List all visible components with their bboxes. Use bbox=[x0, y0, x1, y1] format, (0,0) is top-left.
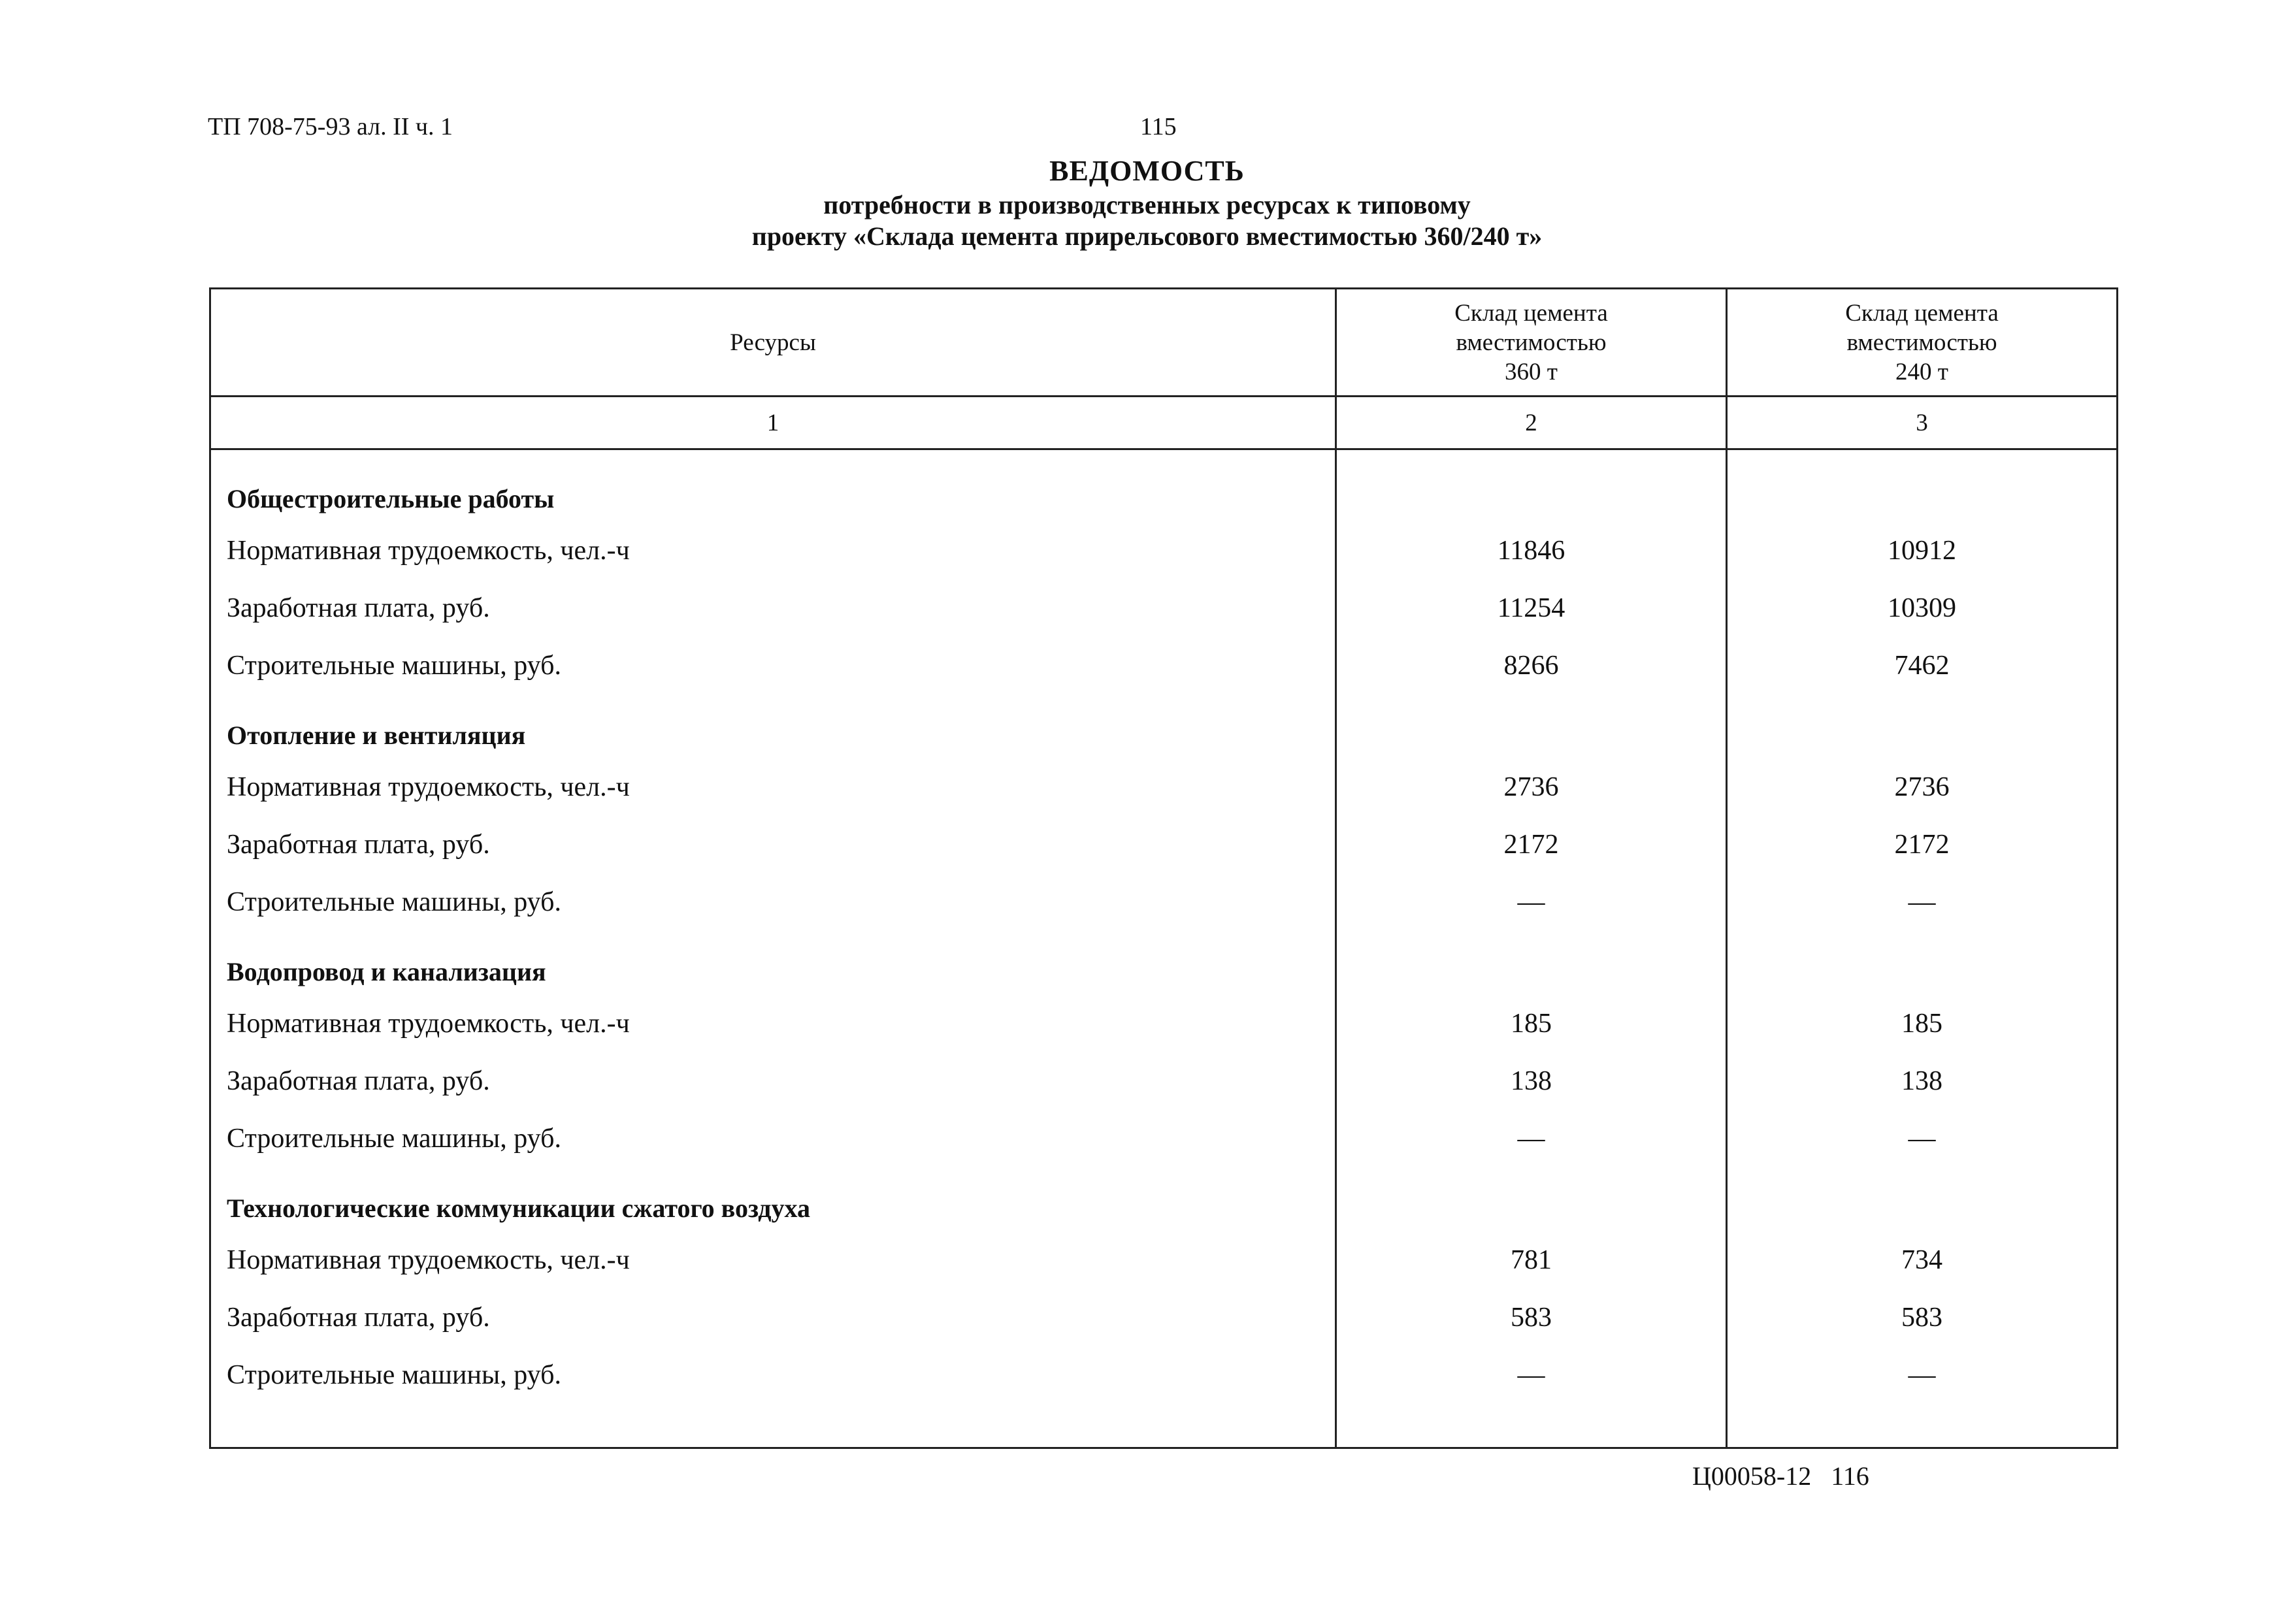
empty-cell bbox=[1727, 1404, 2118, 1448]
value-240: 10912 bbox=[1727, 522, 2118, 579]
empty-cell bbox=[1336, 1404, 1727, 1448]
table-row bbox=[210, 816, 2118, 873]
value-360: 8266 bbox=[1336, 637, 1727, 694]
value-360: 781 bbox=[1336, 1231, 1727, 1289]
value-360: — bbox=[1336, 873, 1727, 931]
value-240: 2736 bbox=[1727, 758, 2118, 816]
row-label: Строительные машины, руб. bbox=[210, 1346, 1336, 1404]
value-360: 11846 bbox=[1336, 522, 1727, 579]
column-header-warehouse-360 bbox=[1336, 289, 1727, 397]
section-title: Водопровод и канализация bbox=[210, 931, 1336, 995]
value-360: 138 bbox=[1336, 1052, 1727, 1110]
document-title: ВЕДОМОСТЬ bbox=[1049, 155, 1245, 187]
value-360: — bbox=[1336, 1346, 1727, 1404]
table-row bbox=[210, 1110, 2118, 1167]
empty-cell bbox=[1336, 694, 1727, 758]
column-number: 1 bbox=[210, 397, 1336, 449]
row-label: Нормативная трудоемкость, чел.-ч bbox=[210, 758, 1336, 816]
header-line: Склад цемента bbox=[1454, 299, 1608, 327]
section-row bbox=[210, 931, 2118, 995]
table-row bbox=[210, 522, 2118, 579]
resources-table bbox=[209, 287, 2118, 1449]
value-240: 583 bbox=[1727, 1289, 2118, 1346]
section-title: Технологические коммуникации сжатого воздуха bbox=[210, 1167, 1336, 1231]
empty-cell bbox=[1727, 1167, 2118, 1231]
table-row bbox=[210, 1052, 2118, 1110]
empty-cell bbox=[1727, 449, 2118, 523]
empty-cell bbox=[1727, 931, 2118, 995]
table-row bbox=[210, 1346, 2118, 1404]
footer-sheet-number: 116 bbox=[1831, 1461, 1869, 1491]
value-360: 185 bbox=[1336, 995, 1727, 1052]
column-header-resources bbox=[210, 289, 1336, 397]
row-label: Строительные машины, руб. bbox=[210, 637, 1336, 694]
value-360: — bbox=[1336, 1110, 1727, 1167]
document-subtitle-line-1: потребности в производственных ресурсах к типовому bbox=[823, 190, 1471, 219]
row-label: Заработная плата, руб. bbox=[210, 816, 1336, 873]
table-row bbox=[210, 758, 2118, 816]
header-line: 360 т bbox=[1505, 358, 1558, 385]
section-title: Отопление и вентиляция bbox=[210, 694, 1336, 758]
value-360: 11254 bbox=[1336, 579, 1727, 637]
page-number: 115 bbox=[1140, 113, 1177, 140]
row-label: Нормативная трудоемкость, чел.-ч bbox=[210, 522, 1336, 579]
column-header-warehouse-240 bbox=[1727, 289, 2118, 397]
empty-cell bbox=[1336, 1167, 1727, 1231]
value-240: 2172 bbox=[1727, 816, 2118, 873]
table-header-row bbox=[210, 289, 2118, 397]
row-label: Строительные машины, руб. bbox=[210, 873, 1336, 931]
value-240: 734 bbox=[1727, 1231, 2118, 1289]
header-line: 240 т bbox=[1895, 358, 1948, 385]
value-240: 138 bbox=[1727, 1052, 2118, 1110]
row-label: Заработная плата, руб. bbox=[210, 579, 1336, 637]
empty-cell bbox=[1336, 449, 1727, 523]
document-subtitle-line-2: проекту «Склада цемента прирельсового вместимостью 360/240 т» bbox=[751, 221, 1543, 251]
empty-cell bbox=[1336, 931, 1727, 995]
table-row bbox=[210, 1289, 2118, 1346]
table-bottom-padding bbox=[210, 1404, 2118, 1448]
section-row bbox=[210, 1167, 2118, 1231]
value-240: — bbox=[1727, 873, 2118, 931]
column-number-row bbox=[210, 397, 2118, 449]
row-label: Заработная плата, руб. bbox=[210, 1052, 1336, 1110]
table-row bbox=[210, 579, 2118, 637]
header-line: вместимостью bbox=[1846, 329, 1997, 356]
row-label: Нормативная трудоемкость, чел.-ч bbox=[210, 1231, 1336, 1289]
section-title: Общестроительные работы bbox=[210, 449, 1336, 523]
empty-cell bbox=[1727, 694, 2118, 758]
table-row bbox=[210, 637, 2118, 694]
section-row bbox=[210, 449, 2118, 523]
value-240: 10309 bbox=[1727, 579, 2118, 637]
header-line: Склад цемента bbox=[1845, 299, 1999, 327]
document-code: ТП 708-75-93 ал. II ч. 1 bbox=[208, 113, 453, 140]
row-label: Нормативная трудоемкость, чел.-ч bbox=[210, 995, 1336, 1052]
row-label: Строительные машины, руб. bbox=[210, 1110, 1336, 1167]
value-360: 2172 bbox=[1336, 816, 1727, 873]
column-number: 2 bbox=[1336, 397, 1727, 449]
value-360: 583 bbox=[1336, 1289, 1727, 1346]
table-row bbox=[210, 873, 2118, 931]
value-240: 185 bbox=[1727, 995, 2118, 1052]
table-row bbox=[210, 995, 2118, 1052]
value-240: — bbox=[1727, 1346, 2118, 1404]
value-240: — bbox=[1727, 1110, 2118, 1167]
table-row bbox=[210, 1231, 2118, 1289]
section-row bbox=[210, 694, 2118, 758]
row-label: Заработная плата, руб. bbox=[210, 1289, 1336, 1346]
footer bbox=[1692, 1461, 1869, 1491]
column-number: 3 bbox=[1727, 397, 2118, 449]
footer-code: Ц00058-12 bbox=[1692, 1461, 1812, 1491]
value-240: 7462 bbox=[1727, 637, 2118, 694]
value-360: 2736 bbox=[1336, 758, 1727, 816]
header-line: вместимостью bbox=[1456, 329, 1607, 356]
empty-cell bbox=[210, 1404, 1336, 1448]
header-line: Ресурсы bbox=[730, 329, 816, 356]
